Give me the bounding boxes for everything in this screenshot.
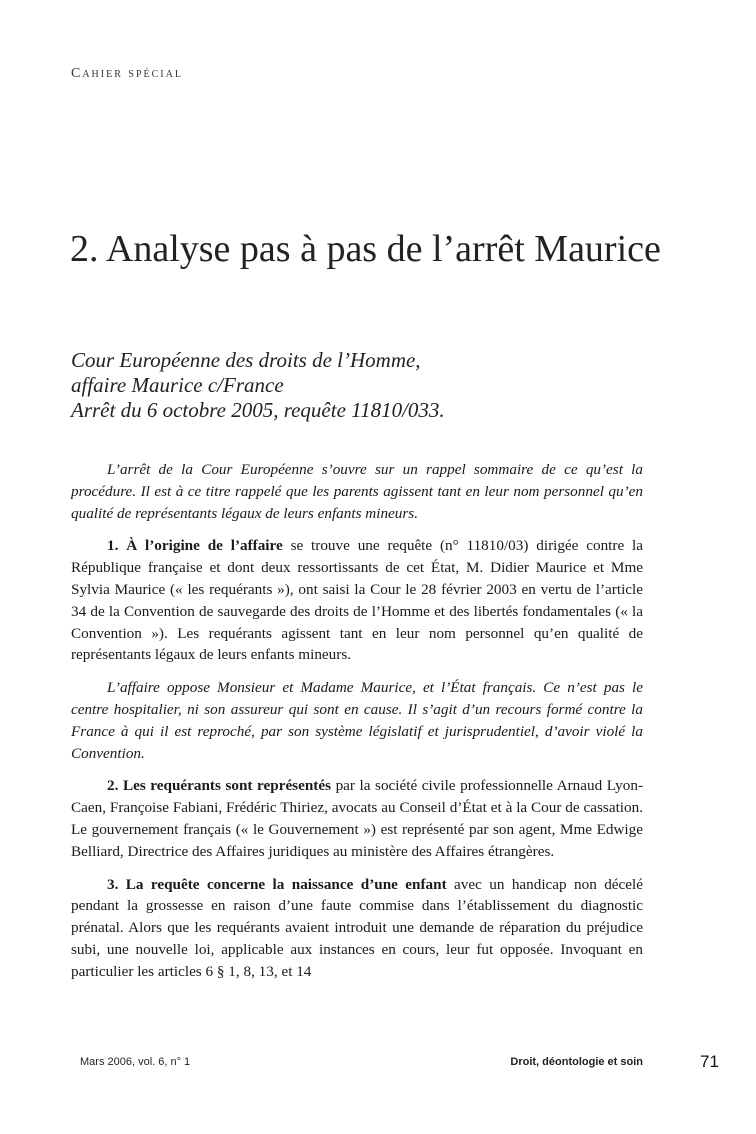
intro-paragraph: L’arrêt de la Cour Européenne s’ouvre sur un rappel sommaire de ce qu’est la procédure. Il est à ce titre rappelé que les parents agissent tant en leur nom personnel qu’en qualité de représentants légaux de leurs enfants mineurs. bbox=[71, 461, 643, 522]
paragraph-2 bbox=[71, 775, 643, 862]
paragraph-1 bbox=[71, 535, 643, 666]
paragraph-2-lead: 2. Les requérants sont représentés bbox=[107, 777, 331, 795]
case-reference bbox=[71, 348, 671, 423]
footer-issue: Mars 2006, vol. 6, n° 1 bbox=[80, 1056, 191, 1068]
paragraph-3-text: avec un handicap non décelé pendant la grossesse en raison d’une faute commise dans l’établissement du diagnostic prénatal. Alors que les requérants avaient introduit une demande de réparation du préjudice subi, une nouvelle loi, applicable aux instances en cours, leur fut opposée. Invoquant en particulier les articles 6 § 1, 8, 13, et 14 bbox=[71, 875, 643, 980]
footer-journal-title: Droit, déontologie et soin bbox=[510, 1056, 643, 1068]
paragraph-3 bbox=[71, 874, 643, 983]
paragraph-3-lead: 3. La requête concerne la naissance d’une enfant bbox=[107, 875, 447, 893]
case-reference-line: affaire Maurice c/France bbox=[71, 373, 284, 397]
case-reference-line: Cour Européenne des droits de l’Homme, bbox=[71, 348, 421, 372]
running-head: Cahier spécial bbox=[71, 66, 183, 81]
comment-paragraph: L’affaire oppose Monsieur et Madame Maurice, et l’État français. Ce n’est pas le centre hospitalier, ni son assureur qui sont en cause. Il s’agit d’un recours formé contre la France à qui il est reproché, par son système législatif et jurisprudentiel, d’avoir violé la Convention. bbox=[71, 679, 643, 762]
paragraph-2-text: par la société civile professionnelle Arnaud Lyon-Caen, Françoise Fabiani, Frédéric Thiriez, avocats au Conseil d’État et à la Cour de cassation. Le gouvernement français (« le Gouvernement ») est représenté par son agent, Mme Edwige Belliard, Directrice des Affaires juridiques au ministère des Affaires étrangères. bbox=[71, 777, 644, 860]
article-body bbox=[71, 459, 643, 994]
page-title: 2. Analyse pas à pas de l’arrêt Maurice bbox=[70, 228, 661, 270]
paragraph-1-text: se trouve une requête (n° 11810/03) dirigée contre la République française et dont deux ressortissants de cet État, M. Didier Maurice et Mme Sylvia Maurice (« les requérants »), ont saisi la Cour le 28 février 2003 en vertu de l’article 34 de la Convention de sauvegarde des droits de l’Homme et des libertés fondamentales (« la Convention »). Les requérants agissent tant en leur nom personnel qu’en qualité de représentants légaux de leurs enfants mineurs. bbox=[71, 537, 643, 664]
page-number: 71 bbox=[700, 1052, 719, 1071]
paragraph-1-lead: 1. À l’origine de l’affaire bbox=[107, 537, 283, 555]
case-reference-line: Arrêt du 6 octobre 2005, requête 11810/033. bbox=[71, 398, 445, 422]
